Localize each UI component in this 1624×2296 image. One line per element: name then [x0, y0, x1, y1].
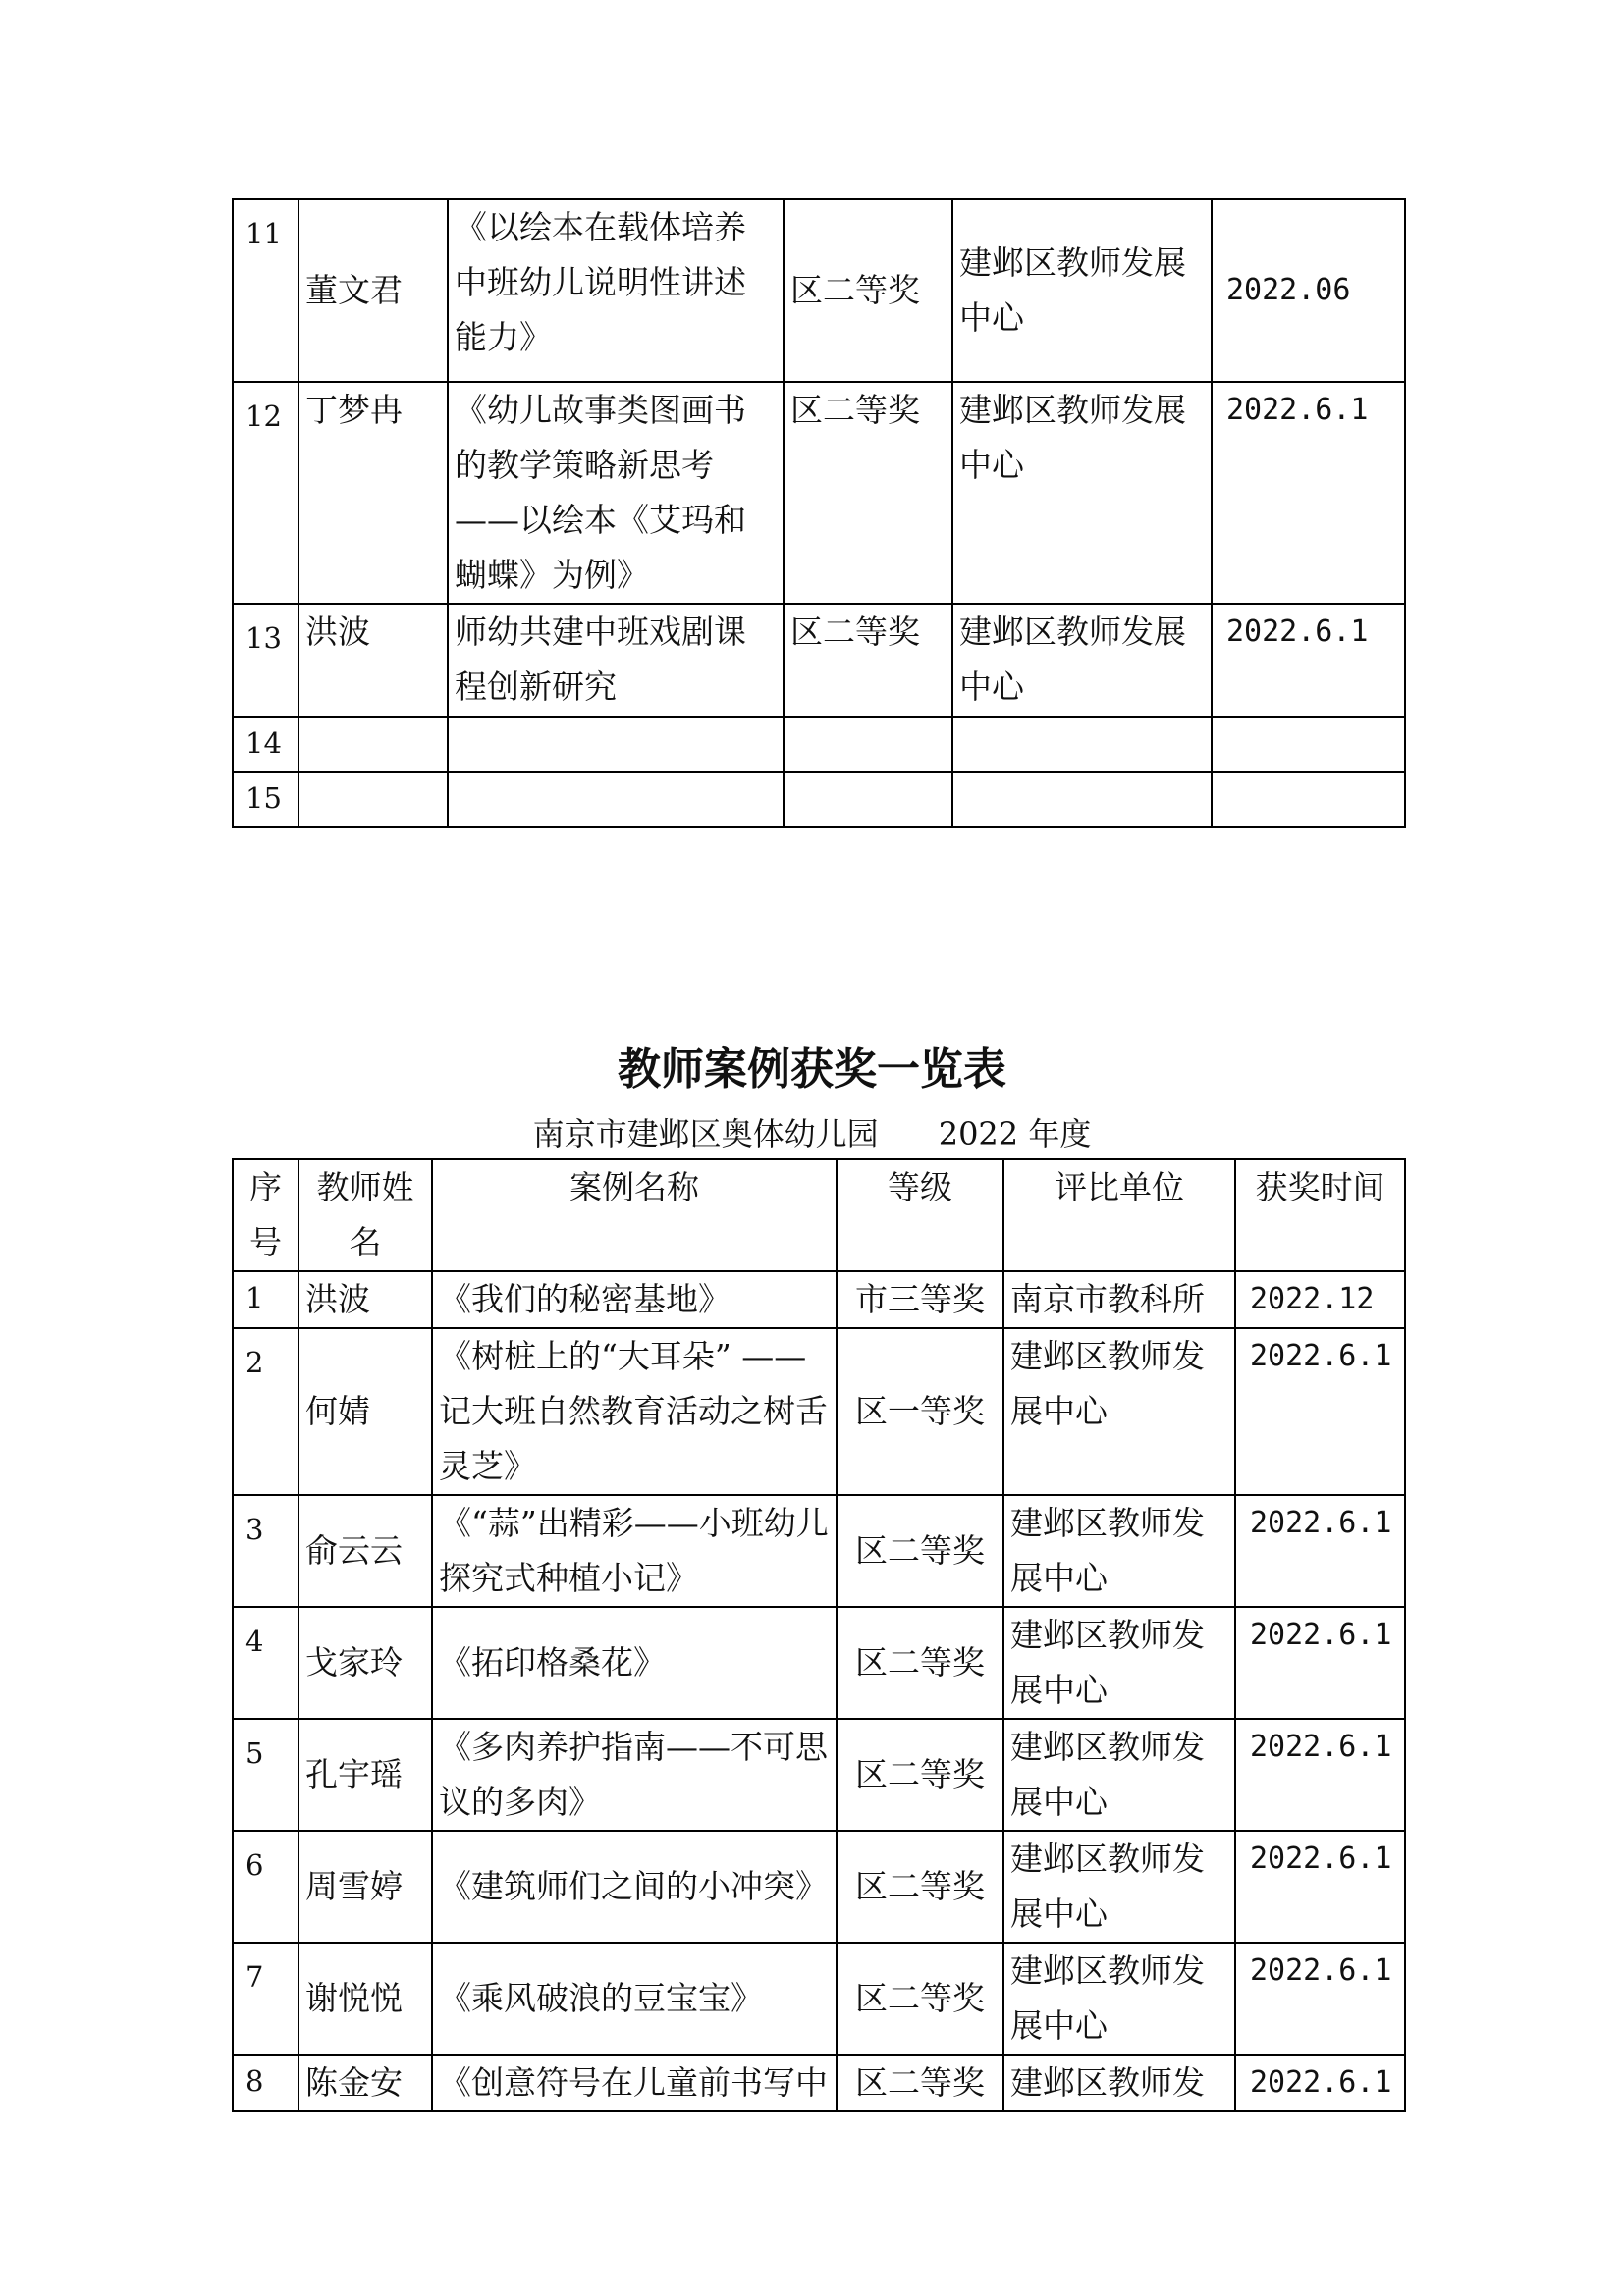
row-number: 11 [233, 199, 298, 382]
award-level [784, 717, 952, 772]
judging-org: 建邺区教师发展中心 [1003, 1943, 1235, 2055]
award-date: 2022.6.1 [1235, 1943, 1405, 2055]
teacher-name: 洪波 [298, 1271, 432, 1328]
case-title: 《“蒜”出精彩——小班幼儿探究式种植小记》 [432, 1495, 837, 1607]
judging-org: 建邺区教师发展中心 [1003, 1328, 1235, 1495]
table-row [233, 604, 1405, 717]
table-row [233, 1719, 1405, 1831]
case-title: 《以绘本在载体培养中班幼儿说明性讲述能力》 [448, 199, 784, 382]
row-number: 12 [233, 382, 298, 604]
judging-org: 南京市教科所 [1003, 1271, 1235, 1328]
header-number: 序号 [233, 1159, 298, 1271]
judging-org: 建邺区教师发展中心 [952, 199, 1212, 382]
table-header-row [233, 1159, 1405, 1271]
row-number: 1 [233, 1271, 298, 1328]
award-level: 区二等奖 [784, 604, 952, 717]
table-row [233, 1328, 1405, 1495]
judging-org: 建邺区教师发展中心 [1003, 1831, 1235, 1943]
row-number: 7 [233, 1943, 298, 2055]
teacher-name: 戈家玲 [298, 1607, 432, 1719]
case-title: 师幼共建中班戏剧课程创新研究 [448, 604, 784, 717]
award-date [1212, 717, 1405, 772]
header-case-title: 案例名称 [432, 1159, 837, 1271]
case-title [448, 717, 784, 772]
teacher-name [298, 717, 448, 772]
judging-org: 建邺区教师发 [1003, 2055, 1235, 2111]
teacher-name [298, 772, 448, 827]
case-awards-table [232, 1158, 1406, 2112]
award-level [784, 772, 952, 827]
judging-org: 建邺区教师发展中心 [952, 604, 1212, 717]
teacher-name: 孔宇瑶 [298, 1719, 432, 1831]
award-level: 区二等奖 [837, 1719, 1003, 1831]
case-title: 《多肉养护指南——不可思议的多肉》 [432, 1719, 837, 1831]
case-title: 《创意符号在儿童前书写中 [432, 2055, 837, 2111]
teacher-name: 陈金安 [298, 2055, 432, 2111]
table-row [233, 199, 1405, 382]
award-date [1212, 772, 1405, 827]
award-date: 2022.6.1 [1235, 2055, 1405, 2111]
header-org: 评比单位 [1003, 1159, 1235, 1271]
row-number: 15 [233, 772, 298, 827]
table-row [233, 1495, 1405, 1607]
row-number: 8 [233, 2055, 298, 2111]
table-row [233, 1271, 1405, 1328]
awards-table-continued [232, 198, 1406, 828]
case-title: 《建筑师们之间的小冲突》 [432, 1831, 837, 1943]
table-row [233, 717, 1405, 772]
award-level: 市三等奖 [837, 1271, 1003, 1328]
table-row [233, 1831, 1405, 1943]
award-date: 2022.6.1 [1235, 1607, 1405, 1719]
award-date: 2022.6.1 [1235, 1495, 1405, 1607]
row-number: 3 [233, 1495, 298, 1607]
judging-org: 建邺区教师发展中心 [952, 382, 1212, 604]
award-level: 区二等奖 [837, 1943, 1003, 2055]
teacher-name: 周雪婷 [298, 1831, 432, 1943]
case-title: 《树桩上的“大耳朵” ——记大班自然教育活动之树舌灵芝》 [432, 1328, 837, 1495]
award-date: 2022.6.1 [1235, 1719, 1405, 1831]
award-date: 2022.6.1 [1212, 604, 1405, 717]
table-row [233, 382, 1405, 604]
table-row [233, 2055, 1405, 2111]
teacher-name: 何婧 [298, 1328, 432, 1495]
teacher-name: 董文君 [298, 199, 448, 382]
row-number: 2 [233, 1328, 298, 1495]
case-title [448, 772, 784, 827]
header-date: 获奖时间 [1235, 1159, 1405, 1271]
case-title: 《幼儿故事类图画书的教学策略新思考——以绘本《艾玛和蝴蝶》为例》 [448, 382, 784, 604]
case-title: 《乘风破浪的豆宝宝》 [432, 1943, 837, 2055]
award-date: 2022.06 [1212, 199, 1405, 382]
section-title: 教师案例获奖一览表 [618, 1044, 1006, 1095]
award-level: 区二等奖 [784, 382, 952, 604]
judging-org [952, 717, 1212, 772]
award-level: 区二等奖 [784, 199, 952, 382]
teacher-name: 丁梦冉 [298, 382, 448, 604]
award-level: 区一等奖 [837, 1328, 1003, 1495]
row-number: 5 [233, 1719, 298, 1831]
judging-org [952, 772, 1212, 827]
case-title: 《我们的秘密基地》 [432, 1271, 837, 1328]
award-level: 区二等奖 [837, 1495, 1003, 1607]
school-name: 南京市建邺区奥体幼儿园 [532, 1115, 879, 1152]
teacher-name: 俞云云 [298, 1495, 432, 1607]
row-number: 13 [233, 604, 298, 717]
judging-org: 建邺区教师发展中心 [1003, 1607, 1235, 1719]
header-level: 等级 [837, 1159, 1003, 1271]
row-number: 6 [233, 1831, 298, 1943]
award-level: 区二等奖 [837, 1607, 1003, 1719]
teacher-name: 洪波 [298, 604, 448, 717]
table-row [233, 1607, 1405, 1719]
award-level: 区二等奖 [837, 1831, 1003, 1943]
row-number: 4 [233, 1607, 298, 1719]
table-row [233, 772, 1405, 827]
award-date: 2022.6.1 [1235, 1831, 1405, 1943]
teacher-name: 谢悦悦 [298, 1943, 432, 2055]
judging-org: 建邺区教师发展中心 [1003, 1495, 1235, 1607]
section-subtitle [0, 1112, 1624, 1155]
award-date: 2022.6.1 [1212, 382, 1405, 604]
school-year: 2022 年度 [938, 1115, 1092, 1152]
award-level: 区二等奖 [837, 2055, 1003, 2111]
award-date: 2022.6.1 [1235, 1328, 1405, 1495]
award-date: 2022.12 [1235, 1271, 1405, 1328]
row-number: 14 [233, 717, 298, 772]
judging-org: 建邺区教师发展中心 [1003, 1719, 1235, 1831]
case-title: 《拓印格桑花》 [432, 1607, 837, 1719]
table-row [233, 1943, 1405, 2055]
header-teacher-name: 教师姓名 [298, 1159, 432, 1271]
